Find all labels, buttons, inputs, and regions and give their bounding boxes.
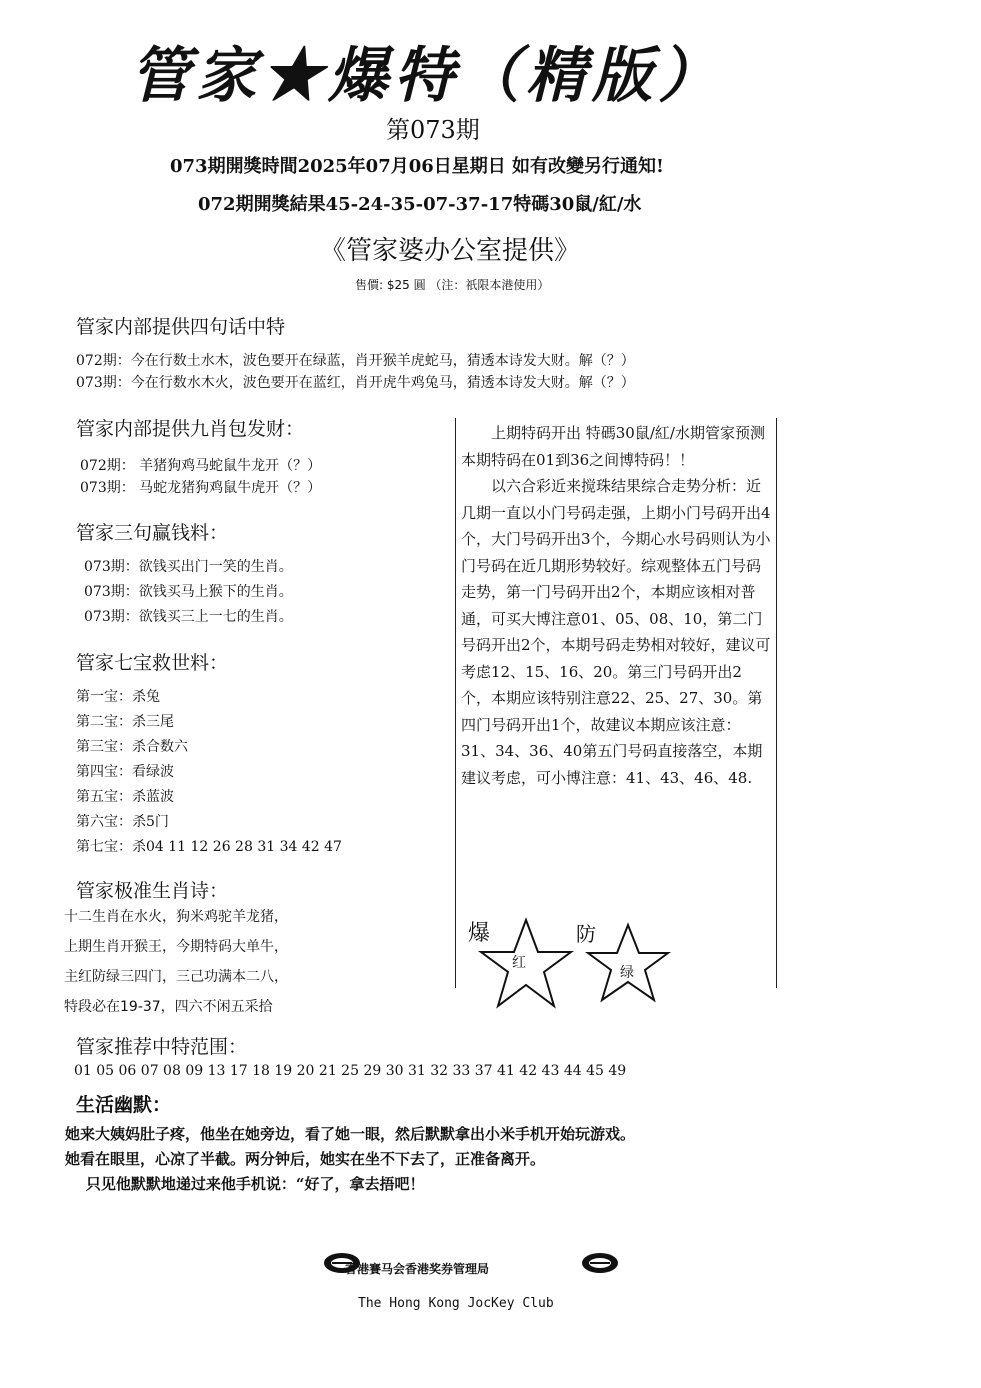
price: 售價: $25 圓 （注：祇限本港使用） — [355, 278, 550, 292]
list-item: 第二宝：杀三尾 — [76, 714, 174, 730]
list-item: 第六宝：杀5门 — [76, 814, 169, 830]
list-item: 第五宝：杀蓝波 — [76, 789, 174, 805]
footer-org-en: The Hong Kong JocKey Club — [358, 1296, 554, 1311]
star-text-red: 红 — [512, 955, 526, 971]
star-label-guard: 防 — [576, 922, 596, 946]
list-item: 她来大姨妈肚子疼，他坐在她旁边，看了她一眼，然后默默拿出小米手机开始玩游戏。 — [65, 1125, 636, 1143]
humor-text — [65, 1122, 635, 1197]
list-item: 第三宝：杀合数六 — [76, 739, 188, 755]
list-item: 主红防绿三四门，三己功满本二八， — [64, 969, 288, 985]
list-item: 她看在眼里，心凉了半截。两分钟后，她实在坐不下去了，正准备离开。 — [65, 1150, 546, 1168]
star-icons — [456, 910, 776, 1020]
list-item: 特段必在19-37，四六不闲五采拾 — [64, 999, 273, 1015]
analysis-box — [455, 418, 777, 988]
star-icon — [481, 920, 571, 1006]
last-result: 072期開獎結果45-24-35-07-37-17特碼30鼠/紅/水 — [198, 194, 642, 215]
star-label-boom: 爆 — [468, 921, 491, 946]
list-item: 只见他默默地递过来他手机说：“好了，拿去捂吧！ — [65, 1175, 425, 1193]
four-lines-list — [76, 350, 635, 394]
range-heading: 管家推荐中特范围： — [76, 1036, 248, 1058]
poem-list — [64, 906, 288, 1026]
stars-area — [456, 910, 776, 1020]
humor-heading: 生活幽默： — [76, 1094, 172, 1116]
list-item: 073期：欲钱买三上一七的生肖。 — [84, 609, 293, 625]
list-item: 073期：欲钱买马上猴下的生肖。 — [84, 584, 293, 600]
list-item: 073期：今在行数水木火，波色要开在蓝红，肖开虎牛鸡兔马，猜透本诗发大财。解（？） — [76, 375, 635, 391]
list-item: 第七宝：杀04 11 12 26 28 31 34 42 47 — [76, 839, 342, 855]
nine-zodiac-list — [80, 455, 321, 499]
list-item: 上期生肖开猴王，今期特码大单牛， — [64, 939, 288, 955]
poem-heading: 管家极准生肖诗： — [76, 880, 229, 902]
list-item: 072期： 羊猪狗鸡马蛇鼠牛龙开（？） — [80, 458, 322, 474]
footer-org-cn: 香港賽马会香港奖券管理局 — [345, 1262, 490, 1276]
seven-treasures-list — [76, 686, 342, 861]
issue-number: 第073期 — [386, 116, 480, 144]
analysis-paragraph: 以六合彩近来搅珠结果综合走势分析：近几期一直以小门号码走强，上期小门号码开出4个，大门号码开出3个，今期心水号码则认为小门号码在近几期形势较好。综观整体五门号码走势，第一门号码开出2个，本期应该相对普通，可买大博注意01、05、08、10，第二门号码开出2个，本期号码走势相对较好，建议可考虑12、15、16、20。第三门号码开出2个，本期应该特别注意22、25、27、30。第四门号码开出1个，故建议本期应该注意：31、34、36、40第五门号码直接落空，本期建议考虑，可小博注意：41、43、46、48. — [461, 477, 771, 787]
list-item: 第四宝：看绿波 — [76, 764, 174, 780]
list-item: 第一宝：杀兔 — [76, 689, 160, 705]
nine-zodiac-heading: 管家内部提供九肖包发财： — [76, 418, 305, 440]
list-item: 073期：欲钱买出门一笑的生肖。 — [84, 559, 293, 575]
star-text-green: 绿 — [620, 965, 634, 981]
list-item: 072期：今在行数土水木，波色要开在绿蓝，肖开猴羊虎蛇马，猜透本诗发大财。解（？） — [76, 353, 635, 369]
range-numbers: 01 05 06 07 08 09 13 17 18 19 20 21 25 29 30 31 32 33 37 41 42 43 44 45 49 — [74, 1063, 627, 1079]
four-lines-heading: 管家内部提供四句话中特 — [76, 316, 286, 338]
list-item: 十二生肖在水火，狗米鸡驼羊龙猪， — [64, 909, 288, 925]
analysis-paragraph: 上期特码开出 特碼30鼠/紅/水期管家预测本期特码在01到36之间博特码！！ — [461, 424, 765, 469]
three-lines-heading: 管家三句赢钱料： — [76, 522, 229, 544]
jockey-club-logo-icon — [580, 1250, 620, 1276]
three-lines-list — [84, 556, 293, 631]
page-title: 管家★爆特（精版） — [130, 41, 724, 111]
list-item: 073期： 马蛇龙猪狗鸡鼠牛虎开（？） — [80, 480, 322, 496]
draw-info: 073期開獎時間2025年07月06日星期日 如有改變另行通知! — [170, 156, 664, 177]
seven-treasures-heading: 管家七宝救世料： — [76, 652, 229, 674]
analysis-text — [461, 420, 771, 791]
provider: 《管家婆办公室提供》 — [320, 236, 581, 266]
